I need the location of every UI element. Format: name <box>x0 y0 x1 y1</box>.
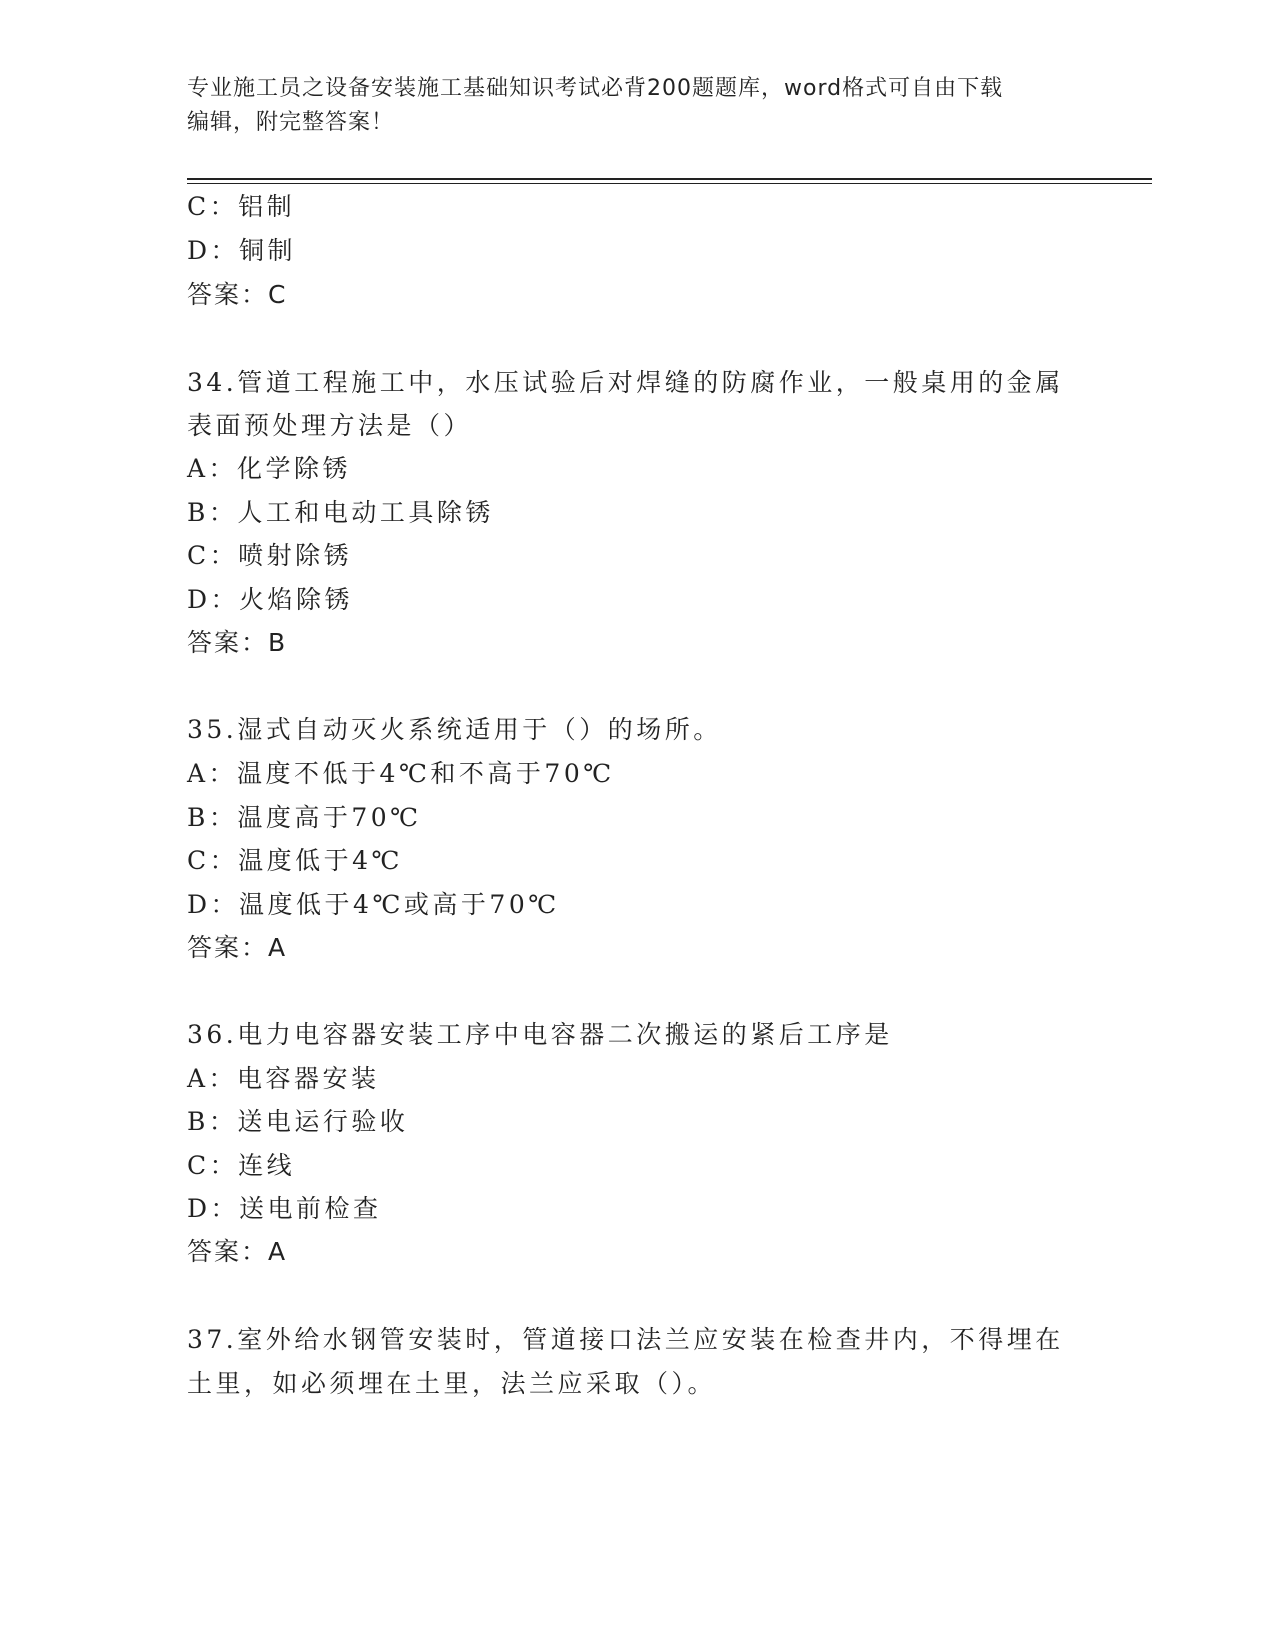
q35-stem-line-1: 35.湿式自动灭火系统适用于（）的场所。 <box>187 715 722 744</box>
q33-answer: 答案：C <box>187 280 288 309</box>
q35-option-c: C：温度低于4℃ <box>187 846 404 875</box>
q35-answer: 答案：A <box>187 933 288 962</box>
q35-option-d: D：温度低于4℃或高于70℃ <box>187 890 560 919</box>
q34-option-c: C：喷射除锈 <box>187 541 353 570</box>
page-header <box>187 72 1087 140</box>
q34-option-a: A：化学除锈 <box>187 454 352 483</box>
q35-option-a: A：温度不低于4℃和不高于70℃ <box>187 759 615 788</box>
q37-stem-line-1: 37.室外给水钢管安装时，管道接口法兰应安装在检查井内，不得埋在 <box>187 1325 1064 1354</box>
q35-option-b: B：温度高于70℃ <box>187 803 422 832</box>
q34-option-b: B：人工和电动工具除锈 <box>187 498 494 527</box>
q34-option-d: D：火焰除锈 <box>187 585 354 614</box>
q33-option-d: D：铜制 <box>187 236 297 265</box>
header-title-line-2: 编辑，附完整答案！ <box>187 110 395 135</box>
q36-option-d: D：送电前检查 <box>187 1194 382 1223</box>
q36-stem-line-1: 36.电力电容器安装工序中电容器二次搬运的紧后工序是 <box>187 1020 893 1049</box>
q34-answer: 答案：B <box>187 628 288 657</box>
header-title-line-1: 专业施工员之设备安装施工基础知识考试必背200题题库，word格式可自由下载 <box>187 76 1004 101</box>
q37-stem-line-2: 土里，如必须埋在土里，法兰应采取（）。 <box>187 1369 717 1398</box>
q36-option-c: C：连线 <box>187 1151 296 1180</box>
q36-answer: 答案：A <box>187 1237 288 1266</box>
q34-stem-line-2: 表面预处理方法是（） <box>187 411 473 440</box>
header-divider-thick <box>187 178 1152 180</box>
q33-option-c: C：铝制 <box>187 192 296 221</box>
q34-stem-line-1: 34.管道工程施工中，水压试验后对焊缝的防腐作业，一般桌用的金属 <box>187 368 1064 397</box>
q36-option-a: A：电容器安装 <box>187 1064 380 1093</box>
header-divider-thin <box>187 183 1152 184</box>
q36-option-b: B：送电运行验收 <box>187 1107 409 1136</box>
